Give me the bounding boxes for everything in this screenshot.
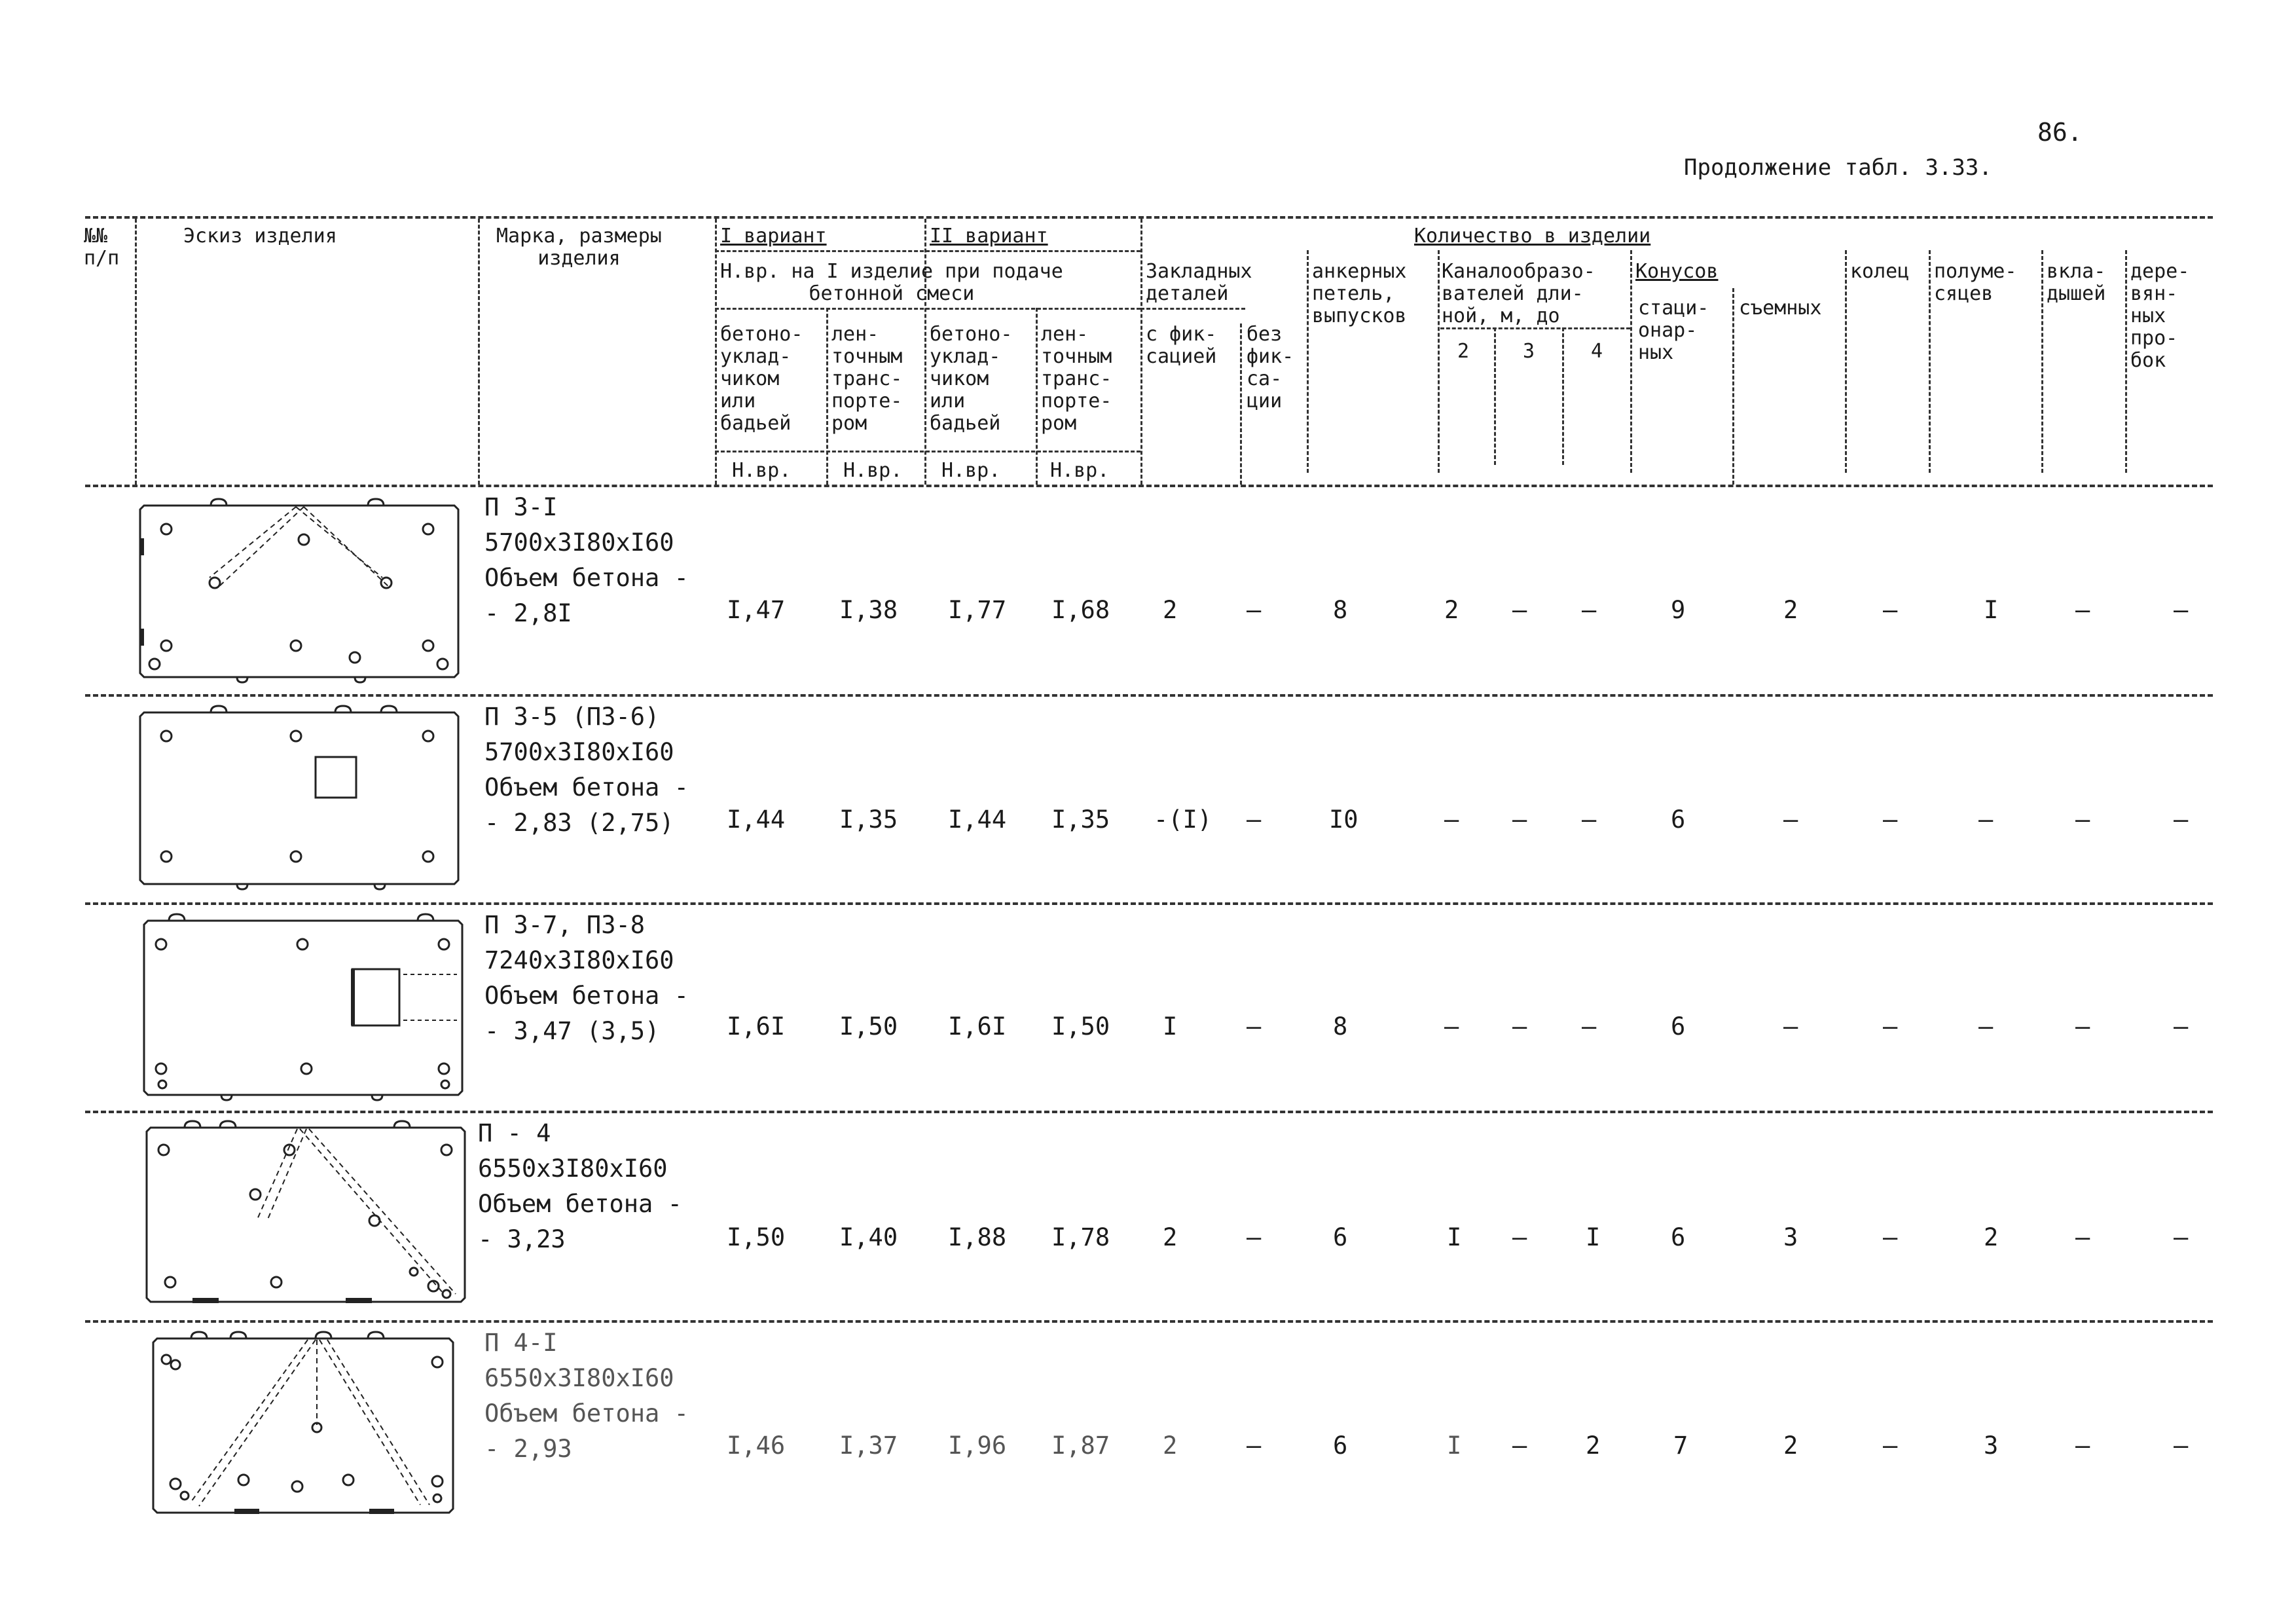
column-rule xyxy=(2125,250,2127,473)
row-5-inserts: – xyxy=(2075,1431,2090,1460)
row-5-mark: П 4-I 6550х3I80хI60 Объем бетона - - 2,93 xyxy=(484,1329,689,1463)
row-1-stationary: 9 xyxy=(1671,596,1686,624)
row-5-channel-2: I xyxy=(1447,1431,1462,1460)
header-inserts: вкла- дышей xyxy=(2047,260,2106,305)
row-2-stationary: 6 xyxy=(1671,805,1686,834)
row-1-channel-2: 2 xyxy=(1444,596,1459,624)
product-sketch-p-4 xyxy=(145,1122,466,1306)
column-rule xyxy=(715,219,717,485)
row-3-channel-2: – xyxy=(1444,1012,1459,1041)
row-1-wood-plugs: – xyxy=(2174,596,2189,624)
row-4-without-fix: – xyxy=(1247,1223,1262,1251)
column-rule xyxy=(1562,327,1564,465)
row-5-with-fix: 2 xyxy=(1163,1431,1178,1460)
header-concrete-skip-1: бетоно- уклад- чиком или бадьей xyxy=(720,323,803,435)
header-stationary: стаци- онар- ных xyxy=(1638,297,1709,364)
column-rule xyxy=(1845,250,1847,473)
column-rule xyxy=(924,219,926,485)
row-5-v1-skip: I,46 xyxy=(727,1431,786,1460)
row-1-v2-skip: I,77 xyxy=(948,596,1007,624)
row-2-anchor: I0 xyxy=(1329,805,1358,834)
row-3-v2-belt: I,50 xyxy=(1051,1012,1110,1041)
header-concrete-skip-2: бетоно- уклад- чиком или бадьей xyxy=(930,323,1013,435)
column-rule xyxy=(1140,219,1142,485)
header-hours-unit: Н.вр. xyxy=(843,459,903,482)
row-1-rings: – xyxy=(1883,596,1898,624)
header-rule xyxy=(1440,327,1630,329)
row-3-half-moons: – xyxy=(1978,1012,1994,1041)
row-5-stationary: 7 xyxy=(1673,1431,1688,1460)
header-cones: Конусов xyxy=(1635,260,1719,283)
header-rule xyxy=(1140,308,1245,310)
row-4-channel-3: – xyxy=(1512,1223,1527,1251)
row-3-stationary: 6 xyxy=(1671,1012,1686,1041)
header-belt-conveyor-2: лен- точным транс- порте- ром xyxy=(1041,323,1112,435)
row-1-v1-skip: I,47 xyxy=(727,596,786,624)
column-rule xyxy=(1630,250,1632,473)
header-mark: Марка, размеры изделия xyxy=(496,225,662,270)
row-4-v1-belt: I,40 xyxy=(839,1223,898,1251)
table-continuation-caption: Продолжение табл. 3.33. xyxy=(1684,155,1992,181)
header-variant-2: II вариант xyxy=(930,225,1048,248)
row-3-anchor: 8 xyxy=(1333,1012,1348,1041)
header-belt-conveyor-1: лен- точным транс- порте- ром xyxy=(831,323,903,435)
row-5-v2-skip: I,96 xyxy=(948,1431,1007,1460)
header-channel-2m: 2 xyxy=(1457,340,1470,363)
header-number: №№ п/п xyxy=(84,225,120,270)
row-4-channel-4: I xyxy=(1586,1223,1601,1251)
row-3-channel-3: – xyxy=(1512,1012,1527,1041)
row-2-with-fix: -(I) xyxy=(1154,805,1212,834)
header-channel-4m: 4 xyxy=(1591,340,1603,363)
column-rule xyxy=(1494,327,1496,465)
row-4-v2-belt: I,78 xyxy=(1051,1223,1110,1251)
row-2-rings: – xyxy=(1883,805,1898,834)
column-rule xyxy=(1307,250,1309,473)
row-4-anchor: 6 xyxy=(1333,1223,1348,1251)
header-embedded-parts: Закладных деталей xyxy=(1146,260,1252,305)
row-4-half-moons: 2 xyxy=(1984,1223,1999,1251)
header-hours-note: Н.вр. на I изделие при подаче бетонной смеси xyxy=(720,260,1063,305)
row-2-v2-belt: I,35 xyxy=(1051,805,1110,834)
header-rule xyxy=(715,250,1140,252)
column-rule xyxy=(1929,250,1931,473)
row-1-removable: 2 xyxy=(1783,596,1798,624)
header-channel-3m: 3 xyxy=(1523,340,1535,363)
row-3-wood-plugs: – xyxy=(2174,1012,2189,1041)
row-1-mark: П 3-I 5700х3I80хI60 Объем бетона - - 2,8I xyxy=(484,493,689,627)
row-4-with-fix: 2 xyxy=(1163,1223,1178,1251)
header-rule xyxy=(715,451,1140,452)
row-4-stationary: 6 xyxy=(1671,1223,1686,1251)
header-channel-formers: Каналообразо- вателей дли- ной, м, до xyxy=(1442,260,1595,327)
header-top-rule xyxy=(85,216,2213,219)
header-bottom-rule xyxy=(85,485,2213,487)
column-rule xyxy=(1036,308,1038,485)
header-hours-unit: Н.вр. xyxy=(941,459,1001,482)
row-2-v1-skip: I,44 xyxy=(727,805,786,834)
column-rule xyxy=(2041,250,2043,473)
row-3-rings: – xyxy=(1883,1012,1898,1041)
row-4-mark: П - 4 6550х3I80хI60 Объем бетона - - 3,23 xyxy=(478,1119,682,1253)
row-1-v1-belt: I,38 xyxy=(839,596,898,624)
row-3-with-fix: I xyxy=(1163,1012,1178,1041)
row-5-channel-3: – xyxy=(1512,1431,1527,1460)
row-5-rings: – xyxy=(1883,1431,1898,1460)
row-2-channel-2: – xyxy=(1444,805,1459,834)
row-5-wood-plugs: – xyxy=(2174,1431,2189,1460)
row-2-v1-belt: I,35 xyxy=(839,805,898,834)
row-1-channel-4: – xyxy=(1582,596,1597,624)
row-1-without-fix: – xyxy=(1247,596,1262,624)
row-5-v1-belt: I,37 xyxy=(839,1431,898,1460)
column-rule xyxy=(135,219,137,485)
header-variant-1: I вариант xyxy=(720,225,827,248)
header-quantity: Количество в изделии xyxy=(1414,225,1651,248)
row-5-without-fix: – xyxy=(1247,1431,1262,1460)
row-2-half-moons: – xyxy=(1978,805,1994,834)
header-sketch: Эскиз изделия xyxy=(183,225,337,248)
row-5-v2-belt: I,87 xyxy=(1051,1431,1110,1460)
header-removable: съемных xyxy=(1739,297,1822,320)
row-3-mark: П 3-7, П3-8 7240х3I80хI60 Объем бетона - - 3,47 (3,5) xyxy=(484,911,689,1045)
row-2-channel-4: – xyxy=(1582,805,1597,834)
row-1-anchor: 8 xyxy=(1333,596,1348,624)
row-3-v1-skip: I,6I xyxy=(727,1012,786,1041)
row-1-with-fix: 2 xyxy=(1163,596,1178,624)
row-3-channel-4: – xyxy=(1582,1012,1597,1041)
column-rule xyxy=(826,308,828,485)
page-number: 86. xyxy=(2037,118,2083,147)
row-divider xyxy=(85,694,2213,697)
header-rule xyxy=(715,308,1140,310)
row-4-channel-2: I xyxy=(1447,1223,1462,1251)
header-hours-unit: Н.вр. xyxy=(732,459,792,482)
row-4-v2-skip: I,88 xyxy=(948,1223,1007,1251)
row-1-v2-belt: I,68 xyxy=(1051,596,1110,624)
column-rule xyxy=(478,219,480,485)
row-1-inserts: – xyxy=(2075,596,2090,624)
product-sketch-p3-1 xyxy=(139,500,460,681)
row-2-mark: П 3-5 (П3-6) 5700х3I80хI60 Объем бетона - - 2,83 (2,75) xyxy=(484,703,689,837)
row-4-v1-skip: I,50 xyxy=(727,1223,786,1251)
header-rings: колец xyxy=(1850,260,1910,283)
product-sketch-p4-1 xyxy=(152,1333,454,1517)
row-4-removable: 3 xyxy=(1783,1223,1798,1251)
row-2-inserts: – xyxy=(2075,805,2090,834)
row-divider xyxy=(85,1320,2213,1323)
row-1-half-moons: I xyxy=(1984,596,1999,624)
row-4-wood-plugs: – xyxy=(2174,1223,2189,1251)
row-3-without-fix: – xyxy=(1247,1012,1262,1041)
row-2-without-fix: – xyxy=(1247,805,1262,834)
row-1-channel-3: – xyxy=(1512,596,1527,624)
row-2-channel-3: – xyxy=(1512,805,1527,834)
row-3-inserts: – xyxy=(2075,1012,2090,1041)
header-half-moons: полуме- сяцев xyxy=(1934,260,2017,305)
header-wood-plugs: дере- вян- ных про- бок xyxy=(2130,260,2190,372)
row-3-v1-belt: I,50 xyxy=(839,1012,898,1041)
row-divider xyxy=(85,1111,2213,1113)
header-hours-unit: Н.вр. xyxy=(1050,459,1110,482)
header-with-fixation: с фик- сацией xyxy=(1146,323,1217,368)
column-rule xyxy=(1240,323,1242,485)
row-5-removable: 2 xyxy=(1783,1431,1798,1460)
row-2-wood-plugs: – xyxy=(2174,805,2189,834)
product-sketch-p3-5 xyxy=(139,707,460,888)
row-4-inserts: – xyxy=(2075,1223,2090,1251)
row-3-removable: – xyxy=(1783,1012,1798,1041)
row-5-half-moons: 3 xyxy=(1984,1431,1999,1460)
product-sketch-p3-7 xyxy=(143,915,464,1099)
row-5-channel-4: 2 xyxy=(1586,1431,1601,1460)
row-3-v2-skip: I,6I xyxy=(948,1012,1007,1041)
row-2-removable: – xyxy=(1783,805,1798,834)
header-without-fixation: без фик- са- ции xyxy=(1247,323,1294,413)
row-divider xyxy=(85,902,2213,905)
row-2-v2-skip: I,44 xyxy=(948,805,1007,834)
header-anchor-loops: анкерных петель, выпусков xyxy=(1312,260,1407,327)
row-4-rings: – xyxy=(1883,1223,1898,1251)
row-5-anchor: 6 xyxy=(1333,1431,1348,1460)
column-rule xyxy=(1732,288,1734,485)
column-rule xyxy=(1438,250,1440,473)
